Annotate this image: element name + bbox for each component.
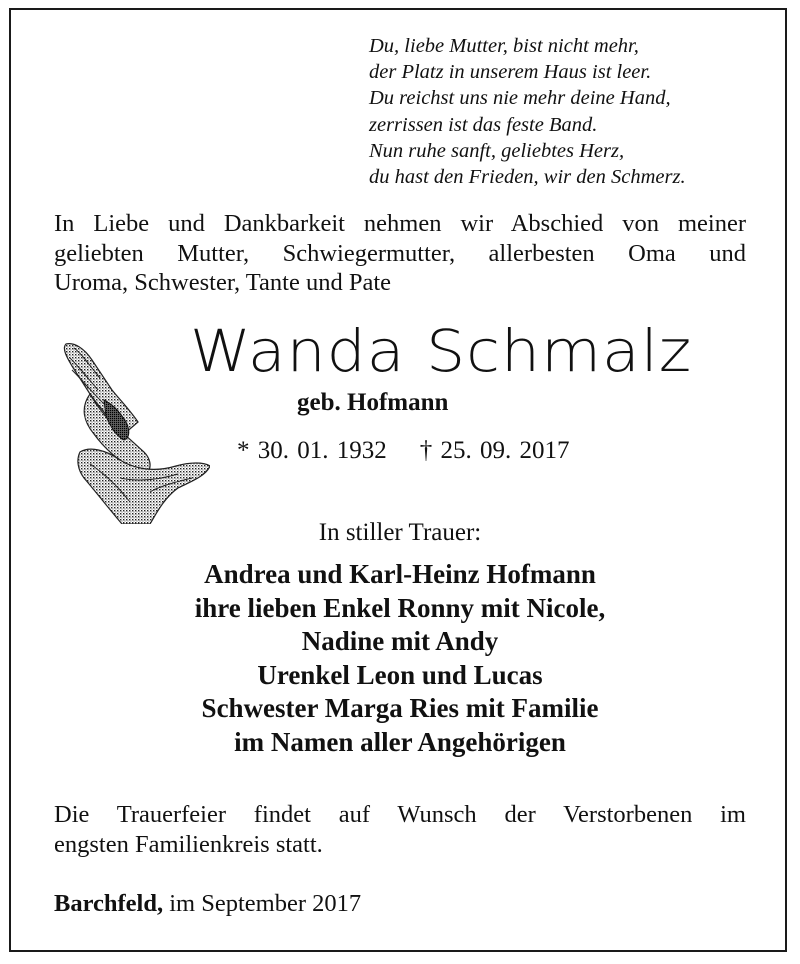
praying-hands-icon xyxy=(60,342,210,524)
death-date: † 25. 09. 2017 xyxy=(419,437,570,464)
poem-line: der Platz in unserem Haus ist leer. xyxy=(369,61,652,84)
intro-line: geliebten Mutter, Schwiegermutter, allerbesten Oma und xyxy=(54,239,746,267)
note-line: Die Trauerfeier findet auf Wunsch der Verstorbenen im xyxy=(54,801,746,828)
family-line: ihre lieben Enkel Ronny mit Nicole, xyxy=(194,592,606,623)
family-line: im Namen aller Angehörigen xyxy=(234,726,566,757)
birth-name: geb. Hofmann xyxy=(297,389,449,416)
family-line: Nadine mit Andy xyxy=(301,626,499,656)
poem-line: Du, liebe Mutter, bist nicht mehr, xyxy=(369,35,639,57)
family-list xyxy=(0,558,800,759)
poem-line: Du reichst uns nie mehr deine Hand, xyxy=(369,87,671,110)
funeral-note xyxy=(54,800,746,860)
poem-line: Nun ruhe sanft, geliebtes Herz, xyxy=(369,139,625,162)
birth-date: * 30. 01. 1932 xyxy=(237,437,387,464)
family-line: Urenkel Leon und Lucas xyxy=(257,659,543,690)
notice-date: im September 2017 xyxy=(169,890,362,917)
place-date xyxy=(54,890,361,918)
note-line: engsten Familienkreis statt. xyxy=(54,831,323,858)
intro-line: In Liebe und Dankbarkeit nehmen wir Abschied von meiner xyxy=(54,210,746,237)
place: Barchfeld, xyxy=(54,890,164,917)
family-line: Andrea und Karl-Heinz Hofmann xyxy=(204,559,596,589)
intro-line: Uroma, Schwester, Tante und Pate xyxy=(54,269,392,296)
poem xyxy=(369,33,686,190)
poem-line: du hast den Frieden, wir den Schmerz. xyxy=(369,166,686,189)
poem-line: zerrissen ist das feste Band. xyxy=(369,113,598,136)
mourning-label: In stiller Trauer: xyxy=(318,519,482,546)
deceased-name: Wanda Schmalz xyxy=(190,317,693,385)
family-line: Schwester Marga Ries mit Familie xyxy=(201,693,599,723)
life-dates xyxy=(237,437,570,465)
intro-text xyxy=(54,209,746,298)
